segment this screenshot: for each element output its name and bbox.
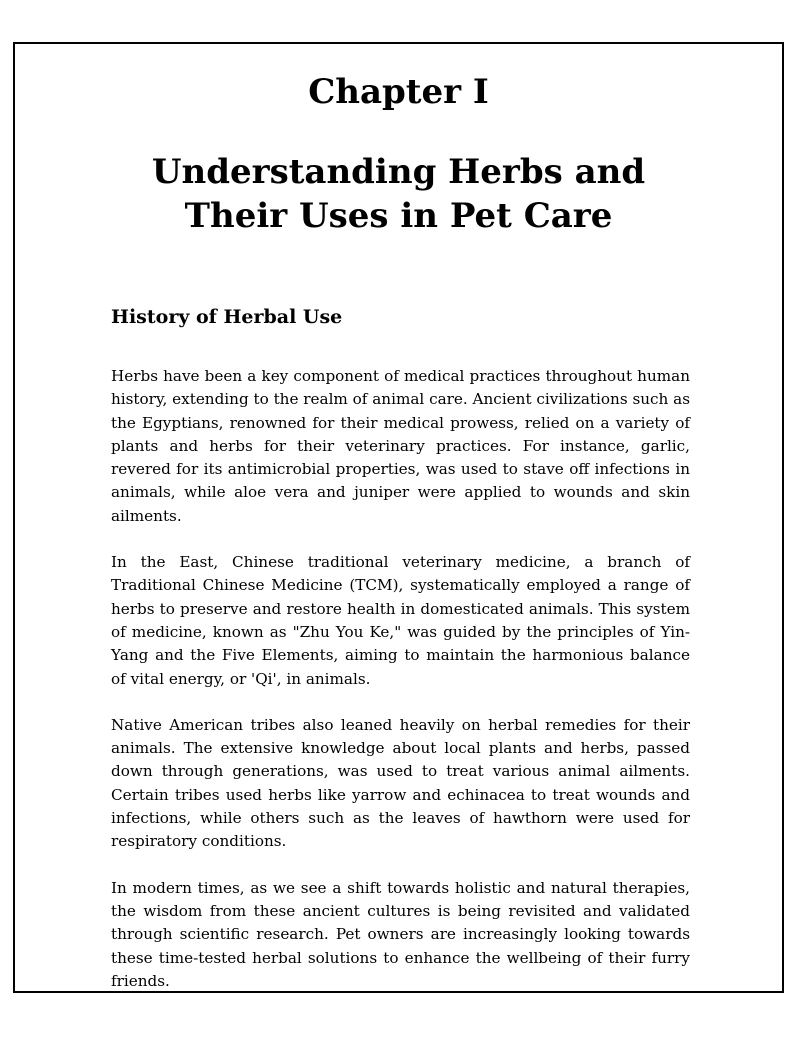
paragraph-native-american: Native American tribes also leaned heavily on herbal remedies for their animals. The extensive knowledge about local plants and herbs, passed down through generations, was used to treat various animal ailments. Certain tribes used herbs like yarrow and echinacea to treat wounds and infections, while others such as the leaves of hawthorn were used for respiratory conditions. xyxy=(111,715,690,851)
paragraph-modern-times: In modern times, as we see a shift towards holistic and natural therapies, the wisdom from these ancient cultures is being revisited and validated through scientific research. Pet owners are increasingly looking towards these time-tested herbal solutions to enhance the wellbeing of their furry friends. xyxy=(111,878,690,990)
chapter-label: Chapter I xyxy=(308,72,489,112)
chapter-title: Understanding Herbs and Their Uses in Pet Care xyxy=(151,152,646,236)
paragraph-egyptians: Herbs have been a key component of medical practices throughout human history, extending to the realm of animal care. Ancient civilizations such as the Egyptians, renowned for their medical prowess, relied on a variety of plants and herbs for their veterinary practices. For instance, garlic, revered for its antimicrobial properties, was used to stave off infections in animals, while aloe vera and juniper were applied to wounds and skin ailments. xyxy=(111,367,690,525)
paragraph-chinese-medicine: In the East, Chinese traditional veterinary medicine, a branch of Traditional Chinese Medicine (TCM), systematically employed a range of herbs to preserve and restore health in domesticated animals. This system of medicine, known as "Zhu You Ke," was guided by the principles of Yin-Yang and the Five Elements, aiming to maintain the harmonious balance of vital energy, or 'Qi', in animals. xyxy=(111,553,690,688)
body-text xyxy=(111,365,690,993)
section-heading: History of Herbal Use xyxy=(111,306,343,328)
page-frame xyxy=(13,42,784,993)
